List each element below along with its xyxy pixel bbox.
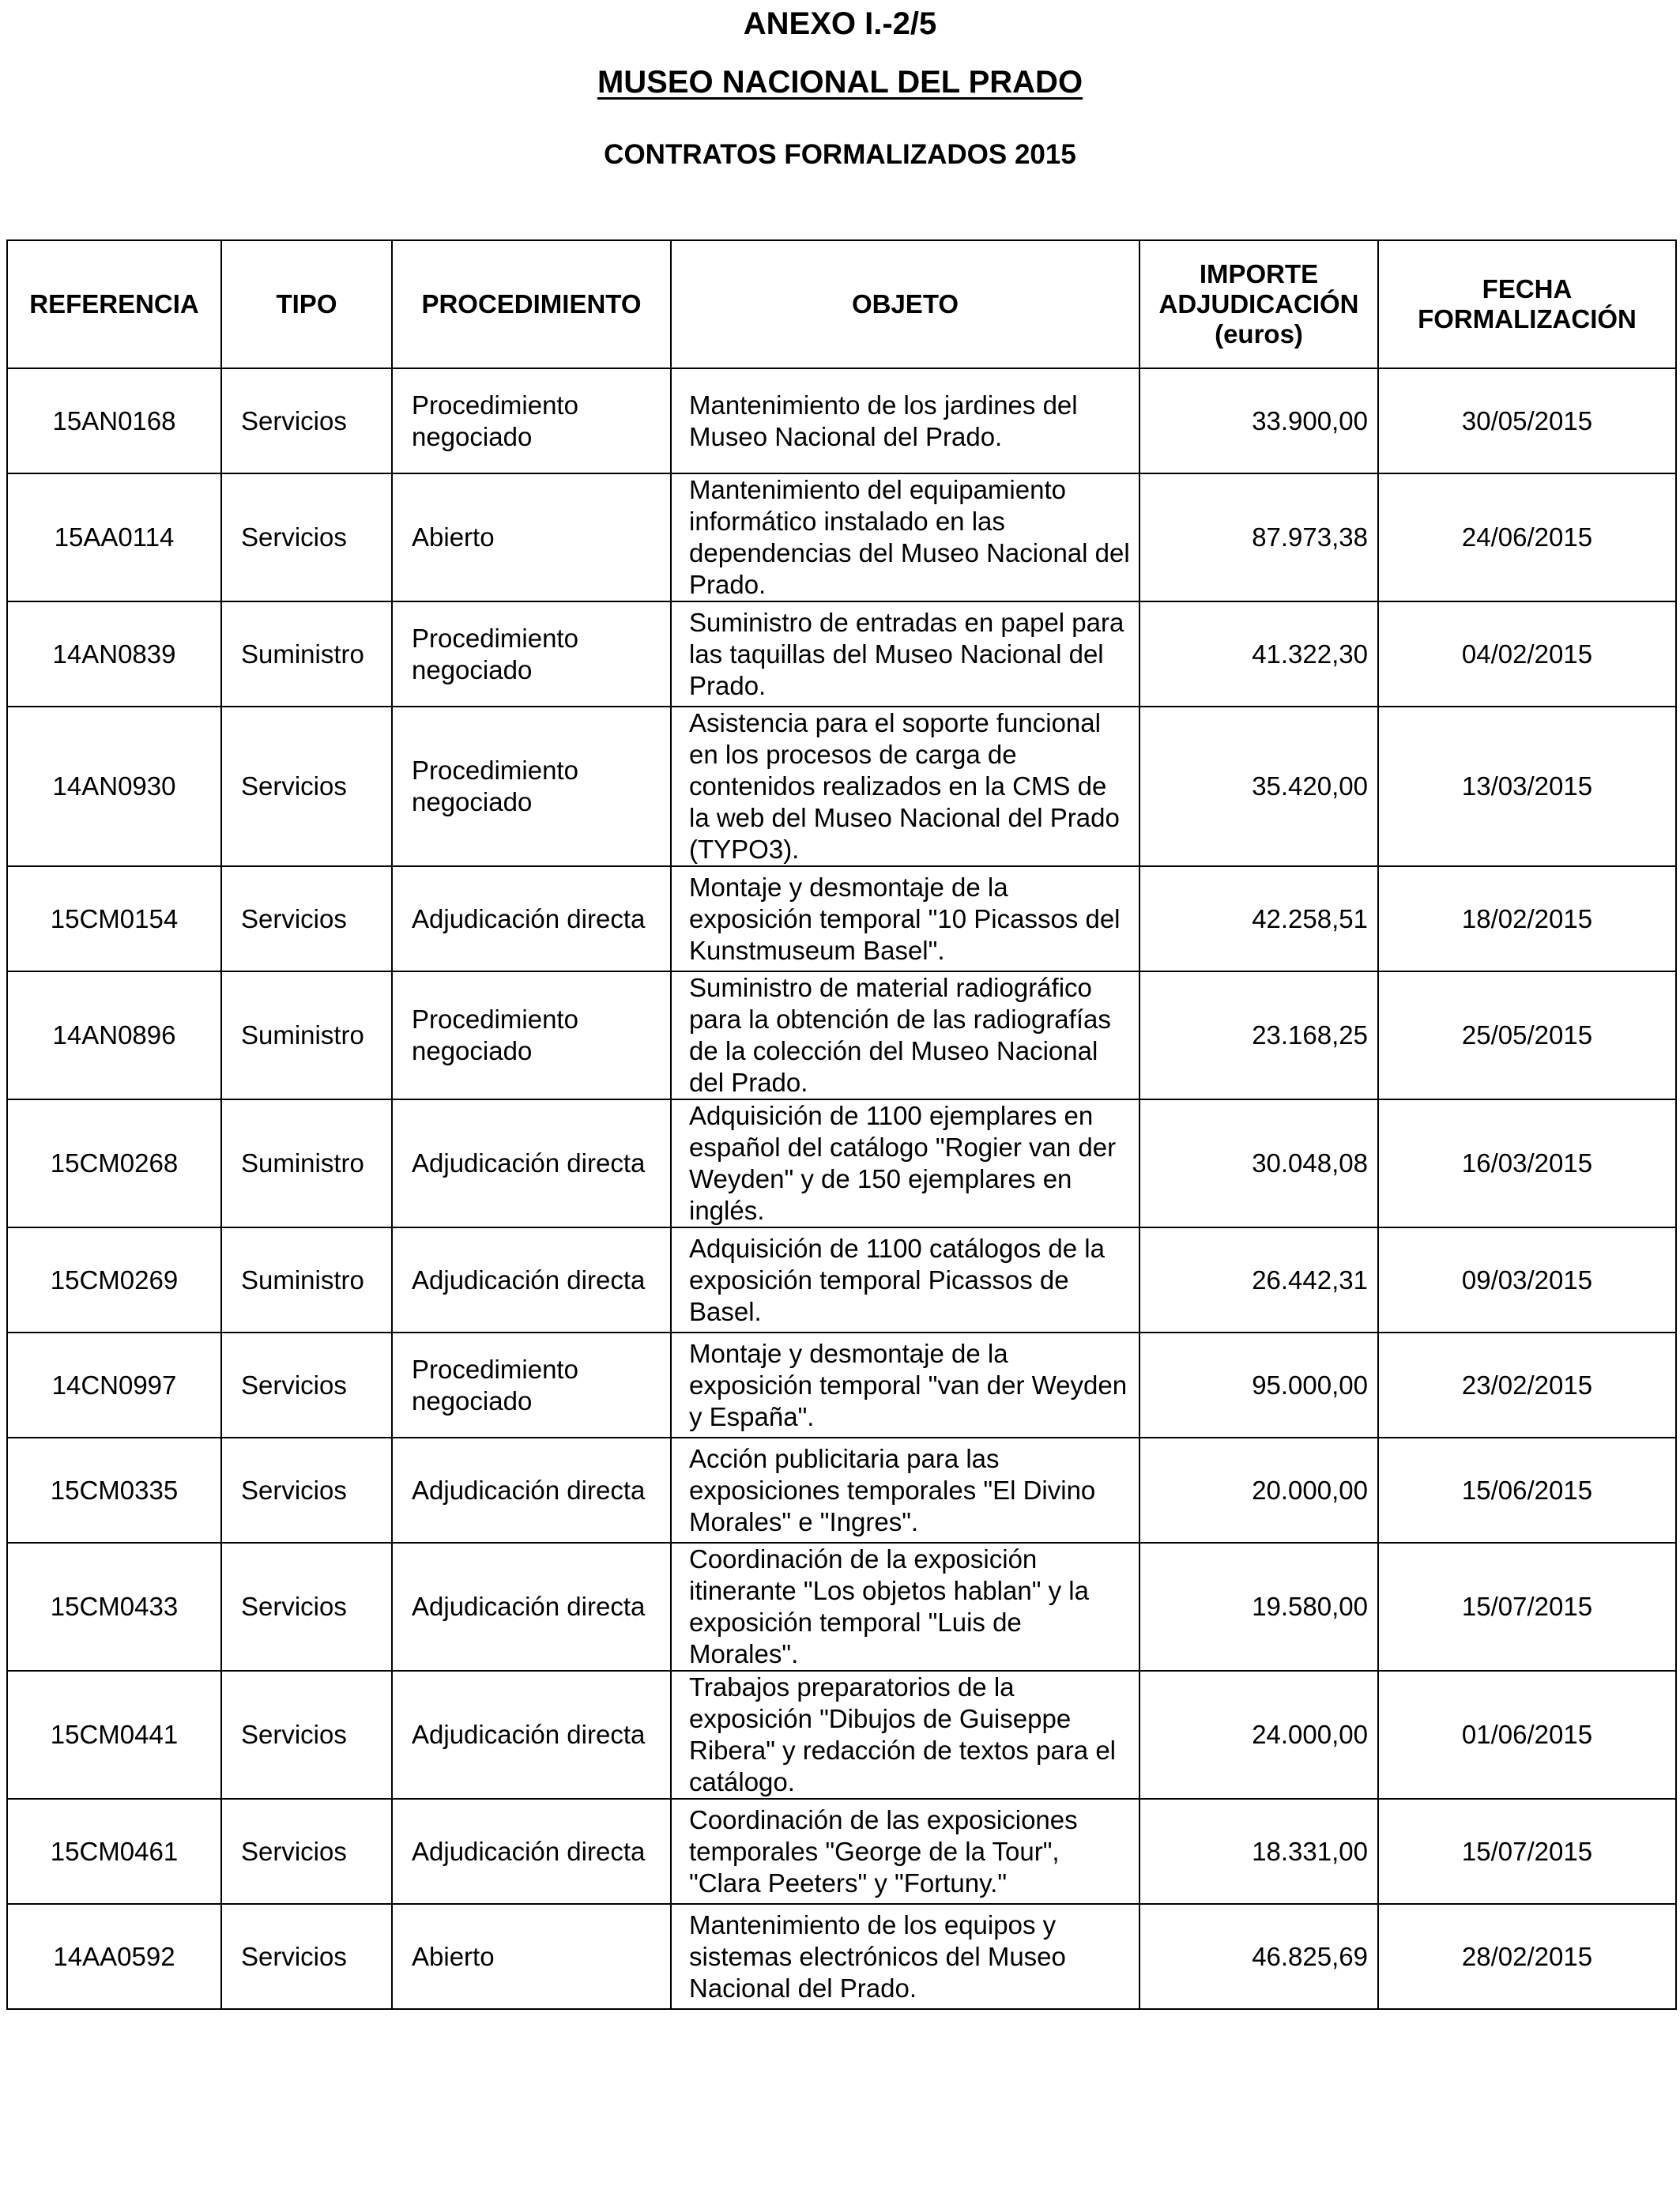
table-header-row [7, 240, 1676, 368]
annex-title: ANEXO I.-2/5 [743, 6, 937, 41]
cell-procedimiento: Procedimiento negociado [392, 971, 671, 1099]
header-referencia: REFERENCIA [7, 240, 221, 368]
cell-fecha: 15/07/2015 [1378, 1799, 1676, 1904]
cell-procedimiento: Procedimiento negociado [392, 601, 671, 707]
cell-importe: 87.973,38 [1139, 473, 1378, 601]
cell-objeto: Mantenimiento de los equipos y sistemas electrónicos del Museo Nacional del Prado. [671, 1904, 1139, 2009]
cell-importe: 30.048,08 [1139, 1099, 1378, 1227]
cell-importe: 24.000,00 [1139, 1671, 1378, 1799]
cell-tipo: Servicios [221, 1671, 392, 1799]
cell-objeto: Suministro de entradas en papel para las taquillas del Museo Nacional del Prado. [671, 601, 1139, 707]
cell-importe: 42.258,51 [1139, 866, 1378, 971]
table-row [7, 1227, 1676, 1333]
cell-tipo: Servicios [221, 368, 392, 473]
cell-procedimiento: Adjudicación directa [392, 1543, 671, 1671]
header-tipo: TIPO [221, 240, 392, 368]
cell-tipo: Servicios [221, 1799, 392, 1904]
cell-referencia: 15CM0433 [7, 1543, 221, 1671]
cell-referencia: 14AN0896 [7, 971, 221, 1099]
cell-procedimiento: Procedimiento negociado [392, 368, 671, 473]
cell-fecha: 18/02/2015 [1378, 866, 1676, 971]
table-row [7, 971, 1676, 1099]
cell-tipo: Servicios [221, 707, 392, 866]
table-row [7, 473, 1676, 601]
cell-fecha: 15/06/2015 [1378, 1438, 1676, 1543]
cell-procedimiento: Adjudicación directa [392, 1799, 671, 1904]
cell-tipo: Suministro [221, 1099, 392, 1227]
cell-procedimiento: Adjudicación directa [392, 1227, 671, 1333]
cell-objeto: Coordinación de la exposición itinerante "Los objetos hablan" y la exposición temporal "Luis de Morales". [671, 1543, 1139, 1671]
cell-referencia: 15CM0154 [7, 866, 221, 971]
cell-fecha: 09/03/2015 [1378, 1227, 1676, 1333]
cell-tipo: Servicios [221, 1333, 392, 1438]
cell-referencia: 14CN0997 [7, 1333, 221, 1438]
contracts-subtitle: CONTRATOS FORMALIZADOS 2015 [604, 139, 1076, 170]
cell-objeto: Adquisición de 1100 catálogos de la exposición temporal Picassos de Basel. [671, 1227, 1139, 1333]
cell-referencia: 14AA0592 [7, 1904, 221, 2009]
header-importe [1139, 240, 1378, 368]
cell-tipo: Suministro [221, 601, 392, 707]
cell-importe: 35.420,00 [1139, 707, 1378, 866]
cell-objeto: Mantenimiento de los jardines del Museo Nacional del Prado. [671, 368, 1139, 473]
cell-objeto: Mantenimiento del equipamiento informático instalado en las dependencias del Museo Nacional del Prado. [671, 473, 1139, 601]
cell-fecha: 24/06/2015 [1378, 473, 1676, 601]
cell-objeto: Adquisición de 1100 ejemplares en español del catálogo "Rogier van der Weyden" y de 150 ejemplares en inglés. [671, 1099, 1139, 1227]
table-row [7, 1799, 1676, 1904]
cell-objeto: Trabajos preparatorios de la exposición "Dibujos de Guiseppe Ribera" y redacción de textos para el catálogo. [671, 1671, 1139, 1799]
table-row [7, 1904, 1676, 2009]
cell-fecha: 13/03/2015 [1378, 707, 1676, 866]
cell-objeto: Asistencia para el soporte funcional en los procesos de carga de contenidos realizados en la CMS de la web del Museo Nacional del Prado (TYPO3). [671, 707, 1139, 866]
museum-title: MUSEO NACIONAL DEL PRADO [597, 65, 1083, 100]
cell-importe: 46.825,69 [1139, 1904, 1378, 2009]
cell-tipo: Suministro [221, 971, 392, 1099]
cell-fecha: 28/02/2015 [1378, 1904, 1676, 2009]
cell-referencia: 15CM0269 [7, 1227, 221, 1333]
contracts-table-body [7, 368, 1676, 2009]
header-fecha-line2: FORMALIZACIÓN [1418, 304, 1637, 334]
cell-importe: 41.322,30 [1139, 601, 1378, 707]
cell-fecha: 25/05/2015 [1378, 971, 1676, 1099]
cell-procedimiento: Adjudicación directa [392, 1438, 671, 1543]
cell-importe: 95.000,00 [1139, 1333, 1378, 1438]
cell-fecha: 01/06/2015 [1378, 1671, 1676, 1799]
cell-fecha: 16/03/2015 [1378, 1099, 1676, 1227]
cell-procedimiento: Abierto [392, 473, 671, 601]
cell-objeto: Montaje y desmontaje de la exposición temporal "10 Picassos del Kunstmuseum Basel". [671, 866, 1139, 971]
cell-referencia: 14AN0839 [7, 601, 221, 707]
cell-importe: 26.442,31 [1139, 1227, 1378, 1333]
cell-referencia: 15AN0168 [7, 368, 221, 473]
cell-importe: 23.168,25 [1139, 971, 1378, 1099]
table-row [7, 1438, 1676, 1543]
table-row [7, 1671, 1676, 1799]
table-row [7, 601, 1676, 707]
cell-objeto: Acción publicitaria para las exposiciones temporales "El Divino Morales" e "Ingres". [671, 1438, 1139, 1543]
cell-fecha: 23/02/2015 [1378, 1333, 1676, 1438]
table-row [7, 866, 1676, 971]
header-procedimiento: PROCEDIMIENTO [392, 240, 671, 368]
cell-referencia: 15AA0114 [7, 473, 221, 601]
cell-tipo: Servicios [221, 1904, 392, 2009]
cell-referencia: 15CM0461 [7, 1799, 221, 1904]
cell-importe: 18.331,00 [1139, 1799, 1378, 1904]
header-importe-line2: ADJUDICACIÓN [1158, 289, 1359, 319]
cell-importe: 20.000,00 [1139, 1438, 1378, 1543]
cell-tipo: Suministro [221, 1227, 392, 1333]
cell-procedimiento: Adjudicación directa [392, 1099, 671, 1227]
header-objeto: OBJETO [671, 240, 1139, 368]
cell-objeto: Coordinación de las exposiciones temporales "George de la Tour", "Clara Peeters" y "Fortuny." [671, 1799, 1139, 1904]
table-row [7, 368, 1676, 473]
cell-tipo: Servicios [221, 473, 392, 601]
cell-objeto: Suministro de material radiográfico para la obtención de las radiografías de la colección del Museo Nacional del Prado. [671, 971, 1139, 1099]
table-row [7, 1543, 1676, 1671]
table-row [7, 1099, 1676, 1227]
cell-importe: 19.580,00 [1139, 1543, 1378, 1671]
cell-fecha: 04/02/2015 [1378, 601, 1676, 707]
cell-tipo: Servicios [221, 866, 392, 971]
header-importe-line3: (euros) [1215, 319, 1303, 349]
contracts-table [6, 239, 1677, 2010]
cell-tipo: Servicios [221, 1543, 392, 1671]
header-fecha-line1: FECHA [1482, 274, 1573, 303]
cell-procedimiento: Procedimiento negociado [392, 707, 671, 866]
header-importe-line1: IMPORTE [1199, 259, 1319, 288]
table-row [7, 707, 1676, 866]
cell-fecha: 30/05/2015 [1378, 368, 1676, 473]
cell-tipo: Servicios [221, 1438, 392, 1543]
cell-procedimiento: Adjudicación directa [392, 1671, 671, 1799]
cell-procedimiento: Adjudicación directa [392, 866, 671, 971]
cell-referencia: 15CM0268 [7, 1099, 221, 1227]
cell-referencia: 15CM0441 [7, 1671, 221, 1799]
cell-referencia: 14AN0930 [7, 707, 221, 866]
cell-objeto: Montaje y desmontaje de la exposición temporal "van der Weyden y España". [671, 1333, 1139, 1438]
header-fecha [1378, 240, 1676, 368]
cell-importe: 33.900,00 [1139, 368, 1378, 473]
cell-referencia: 15CM0335 [7, 1438, 221, 1543]
table-row [7, 1333, 1676, 1438]
cell-fecha: 15/07/2015 [1378, 1543, 1676, 1671]
cell-procedimiento: Procedimiento negociado [392, 1333, 671, 1438]
cell-procedimiento: Abierto [392, 1904, 671, 2009]
